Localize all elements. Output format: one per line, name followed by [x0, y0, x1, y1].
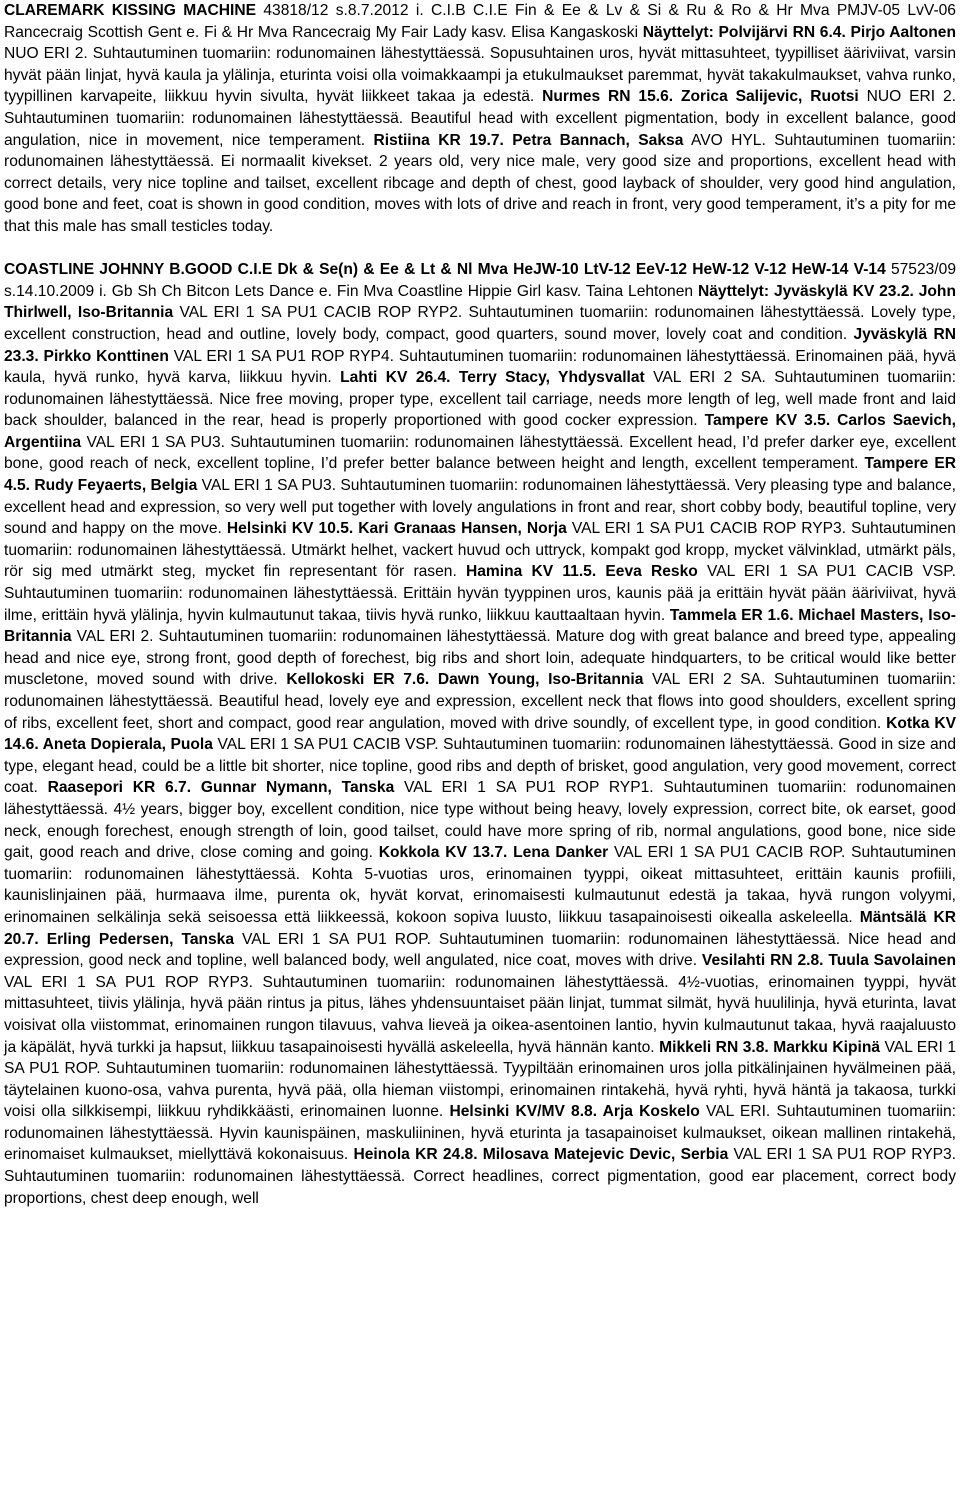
bold-run: Ristiina KR 19.7. Petra Bannach, Saksa: [373, 131, 684, 149]
text-run: VAL ERI 1 SA PU1 CACIB VSP. Suhtautuminen tuomariin: rodunomainen lähestyttäessä. Erittäin hyvän tyyppinen uros, kaunis pää ja erittäin hyvät pään ääriviivat, hyvä ilme, erittäin hyvä ylälinja, hyvin kulmautunut takaa, tiivis hyvä runko, liikkuu kauttaaltaan hyvin.: [4, 563, 956, 624]
text-run: VAL ERI 1 SA PU1 CACIB VSP. Suhtautuminen tuomariin: rodunomainen lähestyttäessä. Good in size and type, elegant head, could be a little bit shorter, nice topline, good ribs and depth of brisket, good angulation, very good movement, correct coat.: [4, 736, 956, 797]
text-run: VAL ERI 1 SA PU1 CACIB ROP RYP2. Suhtautuminen tuomariin: rodunomainen lähestyttäessä. Lovely type, excellent construction, head and outline, lovely body, compact, good quarters, sound mover, lovely coat and condition.: [4, 304, 956, 343]
bold-run: Kokkola KV 13.7. Lena Danker: [378, 844, 609, 862]
bold-run: Helsinki KV/MV 8.8. Arja Koskelo: [449, 1103, 700, 1121]
bold-run: Lahti KV 26.4. Terry Stacy, Yhdysvallat: [340, 369, 645, 387]
bold-run: Kellokoski ER 7.6. Dawn Young, Iso-Britannia: [286, 671, 644, 689]
entry-text: [4, 259, 956, 1209]
text-run: 43818/12 s.8.7.2012 i. C.I.B C.I.E Fin & Ee & Lv & Si & Ru & Ro & Hr Mva PMJV-05 LvV-06 Rancecraig Scottish Gent e. Fi & Hr Mva Rancecraig My Fair Lady kasv. Elisa Kangaskoski: [4, 2, 956, 41]
dog-entry-claremark: [4, 0, 956, 238]
text-run: VAL ERI 1 SA PU1 ROP RYP3. Suhtautuminen tuomariin: rodunomainen lähestyttäessä. 4½-vuotias, erinomainen tyyppi, hyvät mittasuhteet, tiivis ylälinja, hyvä pään rintus ja pitus, lähes yhdensuuntaiset pään linjat, tummat silmät, hyvä huulilinja, hyvä eturinta, lavat voisivat olla viistommat, erinomainen rungon tilavuus, vahva lieveä ja oikea-asentoinen lantio, hyvin kulmautunut takaa, hyvä raajaluusto ja käpälät, hyvä turkki ja hapsut, liikkuu tasapainoisesti hyvällä askeleella, hyvä hännän kanto.: [4, 973, 956, 1056]
bold-run: Jyväskylä RN 23.3. Pirkko Konttinen: [4, 325, 956, 365]
bold-run: Nurmes RN 15.6. Zorica Salijevic, Ruotsi: [542, 88, 859, 106]
bold-run: Näyttelyt: Polvijärvi RN 6.4. Pirjo Aaltonen: [642, 23, 956, 41]
bold-run: Heinola KR 24.8. Milosava Matejevic Devic, Serbia: [353, 1146, 729, 1164]
bold-run: Tampere KV 3.5. Carlos Saevich, Argentiina: [4, 412, 956, 451]
text-run: VAL ERI 1 SA PU3. Suhtautuminen tuomariin: rodunomainen lähestyttäessä. Excellent head, I’d prefer darker eye, excellent bone, good reach of neck, excellent topline, I’d prefer better balance between height and length, excellent temperament.: [4, 433, 956, 473]
text-run: VAL ERI 2 SA. Suhtautuminen tuomariin: rodunomainen lähestyttäessä. Nice free moving, proper type, excellent tail carriage, needs more length of leg, well made front and laid back shoulder, balanced in the rear, head is properly proportioned with good cocker expression.: [4, 369, 956, 430]
text-run: NUO ERI 2. Suhtautuminen tuomariin: rodunomainen lähestyttäessä. Sopusuhtainen uros, hyvät mittasuhteet, tyypilliset ääriviivat, varsin hyvät pään linjat, hyvä kaula ja ylälinja, eturinta voisi olla voimakkaampi ja etukulmaukset paremmat, hyvät takakulmaukset, vahva runko, tyypillinen karvapeite, liikkuu hyvin sivulta, hyvät liikkeet takaa ja edestä.: [4, 45, 956, 106]
text-run: VAL ERI 1 SA PU1 CACIB ROP. Suhtautuminen tuomariin: rodunomainen lähestyttäessä. Kohta 5-vuotias uros, erinomainen tyyppi, oikeat mittasuhteet, erittäin kaunis profiili, kaunislinjainen pää, hurmaava ilme, purenta ok, hyvät korvat, erinomaisesti kulmautunut edestä ja takaa, hyvä rungon volyymi, erinomainen selkälinja sekä seisoessa että liikkeessä, kokoon sopiva luusto, liikkuu tasapainoisesti oikealla askeleella.: [4, 844, 957, 926]
bold-run: Näyttelyt: Jyväskylä KV 23.2. John Thirlwell, Iso-Britannia: [4, 282, 956, 322]
bold-run: Raasepori KR 6.7. Gunnar Nymann, Tanska: [47, 779, 395, 797]
bold-run: CLAREMARK KISSING MACHINE: [4, 2, 257, 19]
text-run: VAL ERI. Suhtautuminen tuomariin: rodunomainen lähestyttäessä. Hyvin kaunispäinen, maskuliininen, hyvä eturinta ja tasapainoiset kulmaukset, oikean mallinen rintakehä, erinomaiset kulmaukset, miellyttävä kokonaisuus.: [4, 1103, 957, 1164]
text-run: VAL ERI 1 SA PU1 ROP. Suhtautuminen tuomariin: rodunomainen lähestyttäessä. Nice head and expression, good neck and topline, well balanced body, well angulated, nice coat, moves with drive.: [4, 930, 956, 970]
text-run: VAL ERI 2 SA. Suhtautuminen tuomariin: rodunomainen lähestyttäessä. Beautiful head, lovely eye and expression, excellent neck that flows into good shoulders, excellent spring of ribs, excellent feet, short and compact, good rear angulation, moved with drive soundly, of excellent type, in good condition.: [4, 671, 957, 732]
text-run: 57523/09 s.14.10.2009 i. Gb Sh Ch Bitcon Lets Dance e. Fin Mva Coastline Hippie Girl kasv. Taina Lehtonen: [4, 261, 957, 300]
bold-run: Helsinki KV 10.5. Kari Granaas Hansen, Norja: [226, 520, 567, 538]
dog-entry-coastline: [4, 259, 956, 1209]
text-run: NUO ERI 2. Suhtautuminen tuomariin: rodunomainen lähestyttäessä. Beautiful head with excellent pigmentation, body in excellent balance, good angulation, nice in movement, nice temperament.: [4, 88, 957, 149]
text-run: VAL ERI 1 SA PU1 ROP RYP4. Suhtautuminen tuomariin: rodunomainen lähestyttäessä. Erinomainen pää, hyvä kaula, hyvä runko, hyvä karva, liikkuu hyvin.: [4, 347, 956, 387]
bold-run: Kotka KV 14.6. Aneta Dopierala, Puola: [4, 714, 956, 754]
text-run: VAL ERI 1 SA PU3. Suhtautuminen tuomariin: rodunomainen lähestyttäessä. Very pleasing type and balance, excellent head and expression, so very well put together with lovely angulations in front and rear, short cobby body, beautiful topline, very sound and happy on the move.: [4, 477, 956, 538]
entry-text: [4, 0, 956, 238]
bold-run: Tampere ER 4.5. Rudy Feyaerts, Belgia: [4, 455, 956, 495]
text-run: VAL ERI 1 SA PU1 ROP. Suhtautuminen tuomariin: rodunomainen lähestyttäessä. Tyypiltään erinomainen uros jolla pitkälinjainen hyvälmeinen pää, täytelainen kuono-osa, vahva purenta, hyvä pää, olla hieman viistompi, erinomainen rintakehä, hyvä ryhti, hyvä häntä ja takaosa, turkki voisi olla silkkisempi, liikkuu ryhdikkäästi, erinomainen luonne.: [4, 1038, 956, 1121]
bold-run: Vesilahti RN 2.8. Tuula Savolainen: [701, 952, 956, 970]
bold-run: Mäntsälä KR 20.7. Erling Pedersen, Tanska: [4, 908, 957, 948]
bold-run: Mikkeli RN 3.8. Markku Kipinä: [659, 1038, 881, 1056]
text-run: VAL ERI 1 SA PU1 ROP RYP3. Suhtautuminen tuomariin: rodunomainen lähestyttäessä. Correct headlines, correct pigmentation, good ear placement, correct body proportions, chest deep enough, well: [4, 1146, 957, 1207]
text-run: VAL ERI 1 SA PU1 ROP RYP1. Suhtautuminen tuomariin: rodunomainen lähestyttäessä. 4½ years, bigger boy, excellent condition, nice type without being heavy, lovely expression, correct bite, ok earset, good neck, enough forechest, enough strength of loin, good tailset, could have more spring of rib, normal angulations, good bone, nice side gait, good reach and drive, close coming and going.: [4, 779, 956, 862]
bold-run: Hamina KV 11.5. Eeva Resko: [465, 563, 698, 581]
bold-run: Tammela ER 1.6. Michael Masters, Iso-Britannia: [4, 606, 956, 646]
text-run: VAL ERI 2. Suhtautuminen tuomariin: rodunomainen lähestyttäessä. Mature dog with great balance and breed type, appealing head and nice eye, strong front, good depth of forechest, big ribs and short loin, adequate hindquarters, to be critical would like better muscletone, moved sound with drive.: [4, 628, 956, 689]
bold-run: COASTLINE JOHNNY B.GOOD C.I.E Dk & Se(n) & Ee & Lt & Nl Mva HeJW-10 LtV-12 EeV-12 HeW-12 V-12 HeW-14 V-14: [4, 261, 886, 279]
text-run: AVO HYL. Suhtautuminen tuomariin: rodunomainen lähestyttäessä. Ei normaalit kivekset. 2 years old, very nice male, very good size and proportions, excellent head with correct details, very nice topline and tailset, excellent ribcage and depth of chest, good layback of shoulder, very good hind angulation, good bone and feet, coat is shown in good condition, moves with lots of drive and reach in front, very good temperament, it’s a pity for me that this male has small testicles today.: [4, 131, 956, 235]
text-run: VAL ERI 1 SA PU1 CACIB ROP RYP3. Suhtautuminen tuomariin: rodunomainen lähestyttäessä. Utmärkt helhet, vackert huvud och uttryck, kompakt god kropp, mycket välvinklad, utmärkt päls, rör sig med utmärkt steg, mycket fin representant för rasen.: [4, 520, 956, 581]
